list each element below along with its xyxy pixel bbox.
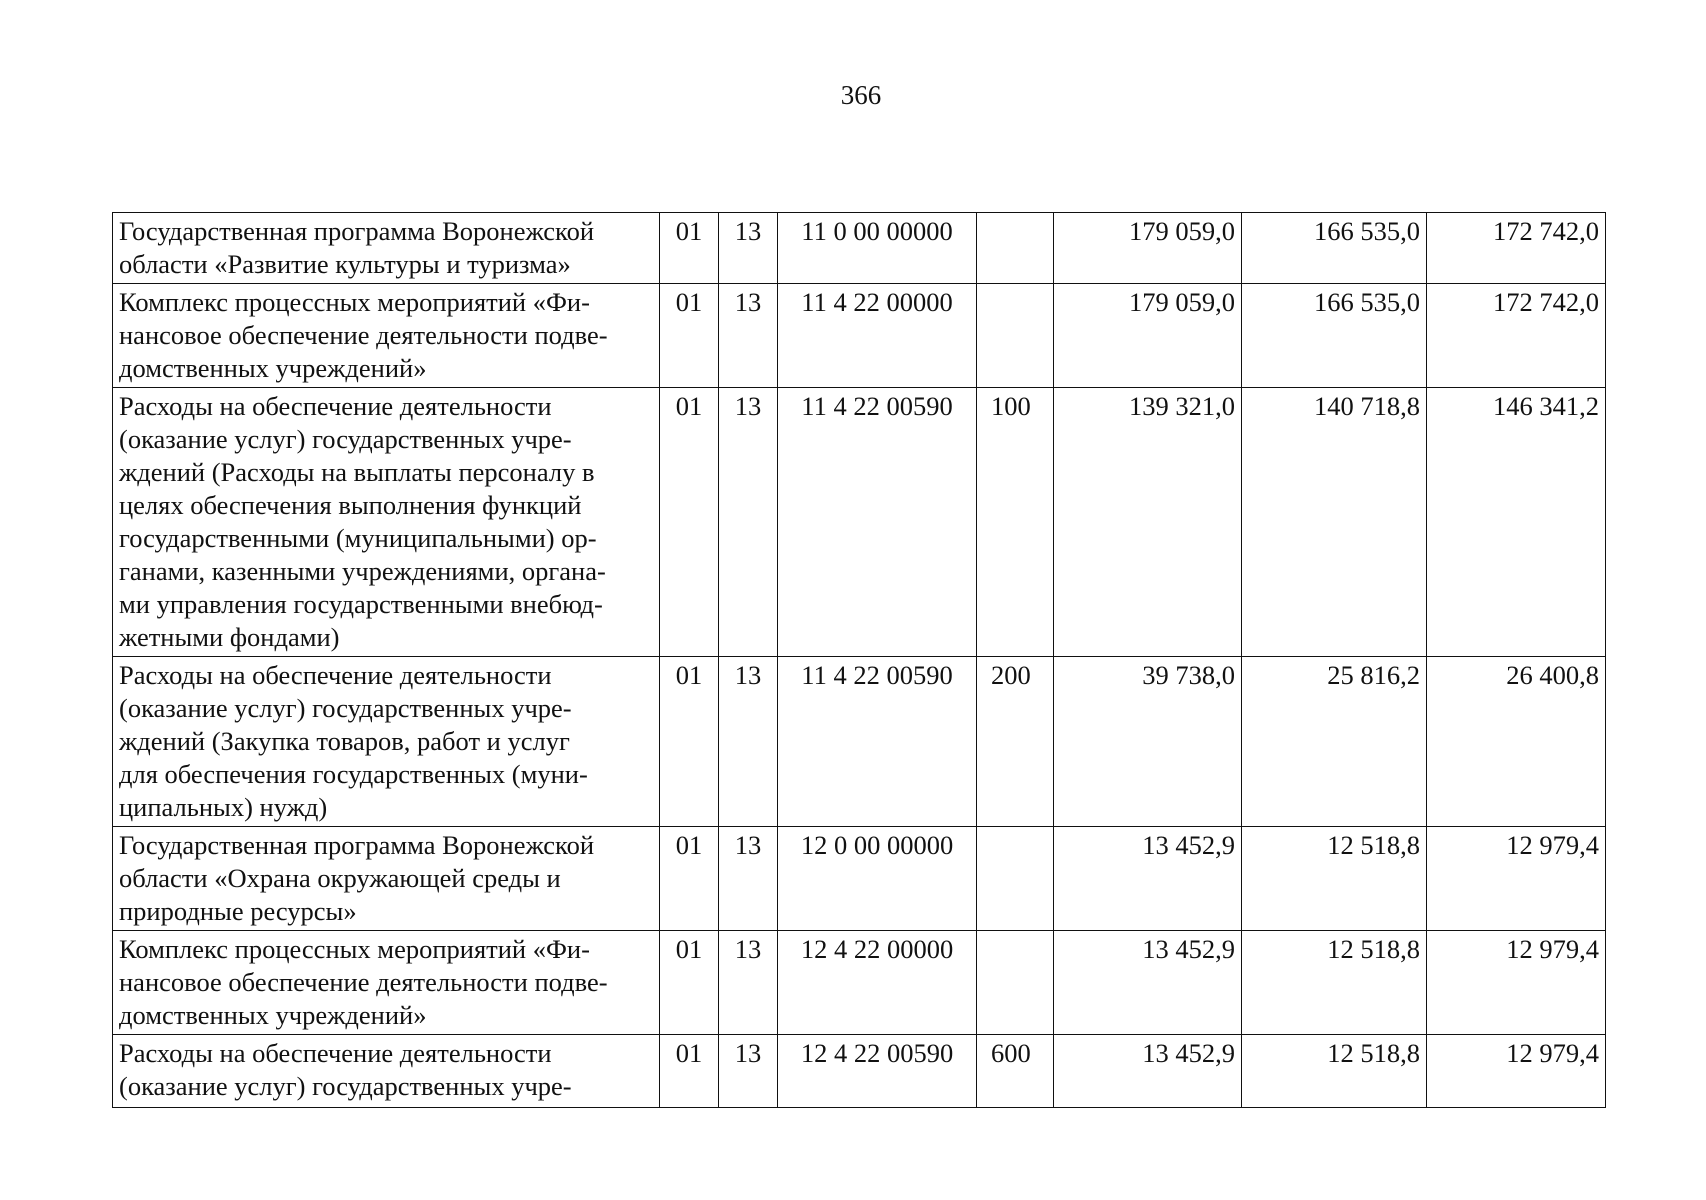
subsection-code: 13	[719, 827, 778, 931]
expense-type-code	[977, 827, 1054, 931]
table-row	[113, 657, 1606, 827]
target-article-code: 12 0 00 00000	[778, 827, 977, 931]
amount-year-3: 12 979,4	[1427, 931, 1606, 1035]
subsection-code: 13	[719, 284, 778, 388]
subsection-code: 13	[719, 213, 778, 284]
row-name: Государственная программа Воронежской области «Охрана окружающей среды и природные ресурсы»	[113, 827, 660, 931]
amount-year-1: 139 321,0	[1054, 388, 1242, 657]
row-name: Комплекс процессных мероприятий «Фи- нансовое обеспечение деятельности подве- домственных учреждений»	[113, 931, 660, 1035]
table-row	[113, 827, 1606, 931]
table-row	[113, 1035, 1606, 1108]
row-name: Комплекс процессных мероприятий «Фи- нансовое обеспечение деятельности подве- домственных учреждений»	[113, 284, 660, 388]
subsection-code: 13	[719, 388, 778, 657]
subsection-code: 13	[719, 1035, 778, 1108]
amount-year-2: 25 816,2	[1242, 657, 1427, 827]
row-name: Расходы на обеспечение деятельности (оказание услуг) государственных учре- ждений (Расходы на выплаты персоналу в целях обеспечения выполнения функций государственными (муниципальными) ор- ганами, казенными учреждениями, органа- ми управления государственными внебюд- жетными фондами)	[113, 388, 660, 657]
table-row	[113, 388, 1606, 657]
amount-year-3: 12 979,4	[1427, 1035, 1606, 1108]
row-name: Расходы на обеспечение деятельности (оказание услуг) государственных учре-	[113, 1035, 660, 1108]
target-article-code: 11 4 22 00590	[778, 388, 977, 657]
amount-year-1: 13 452,9	[1054, 931, 1242, 1035]
amount-year-1: 39 738,0	[1054, 657, 1242, 827]
amount-year-1: 179 059,0	[1054, 213, 1242, 284]
section-code: 01	[660, 284, 719, 388]
amount-year-2: 166 535,0	[1242, 213, 1427, 284]
section-code: 01	[660, 1035, 719, 1108]
amount-year-2: 12 518,8	[1242, 1035, 1427, 1108]
expense-type-code: 100	[977, 388, 1054, 657]
amount-year-1: 13 452,9	[1054, 1035, 1242, 1108]
section-code: 01	[660, 213, 719, 284]
budget-table	[112, 212, 1606, 1108]
amount-year-3: 26 400,8	[1427, 657, 1606, 827]
amount-year-2: 166 535,0	[1242, 284, 1427, 388]
expense-type-code	[977, 284, 1054, 388]
table-row	[113, 931, 1606, 1035]
section-code: 01	[660, 657, 719, 827]
amount-year-3: 146 341,2	[1427, 388, 1606, 657]
amount-year-3: 172 742,0	[1427, 284, 1606, 388]
expense-type-code: 600	[977, 1035, 1054, 1108]
expense-type-code	[977, 213, 1054, 284]
amount-year-2: 140 718,8	[1242, 388, 1427, 657]
subsection-code: 13	[719, 657, 778, 827]
row-name: Государственная программа Воронежской области «Развитие культуры и туризма»	[113, 213, 660, 284]
target-article-code: 11 4 22 00590	[778, 657, 977, 827]
expense-type-code	[977, 931, 1054, 1035]
expense-type-code: 200	[977, 657, 1054, 827]
amount-year-2: 12 518,8	[1242, 827, 1427, 931]
amount-year-2: 12 518,8	[1242, 931, 1427, 1035]
table-row	[113, 213, 1606, 284]
section-code: 01	[660, 827, 719, 931]
amount-year-1: 179 059,0	[1054, 284, 1242, 388]
row-name: Расходы на обеспечение деятельности (оказание услуг) государственных учре- ждений (Закупка товаров, работ и услуг для обеспечения государственных (муни- ципальных) нужд)	[113, 657, 660, 827]
amount-year-1: 13 452,9	[1054, 827, 1242, 931]
amount-year-3: 172 742,0	[1427, 213, 1606, 284]
table-row	[113, 284, 1606, 388]
target-article-code: 11 0 00 00000	[778, 213, 977, 284]
section-code: 01	[660, 388, 719, 657]
amount-year-3: 12 979,4	[1427, 827, 1606, 931]
target-article-code: 12 4 22 00000	[778, 931, 977, 1035]
page-number: 366	[840, 80, 882, 110]
target-article-code: 11 4 22 00000	[778, 284, 977, 388]
target-article-code: 12 4 22 00590	[778, 1035, 977, 1108]
section-code: 01	[660, 931, 719, 1035]
subsection-code: 13	[719, 931, 778, 1035]
